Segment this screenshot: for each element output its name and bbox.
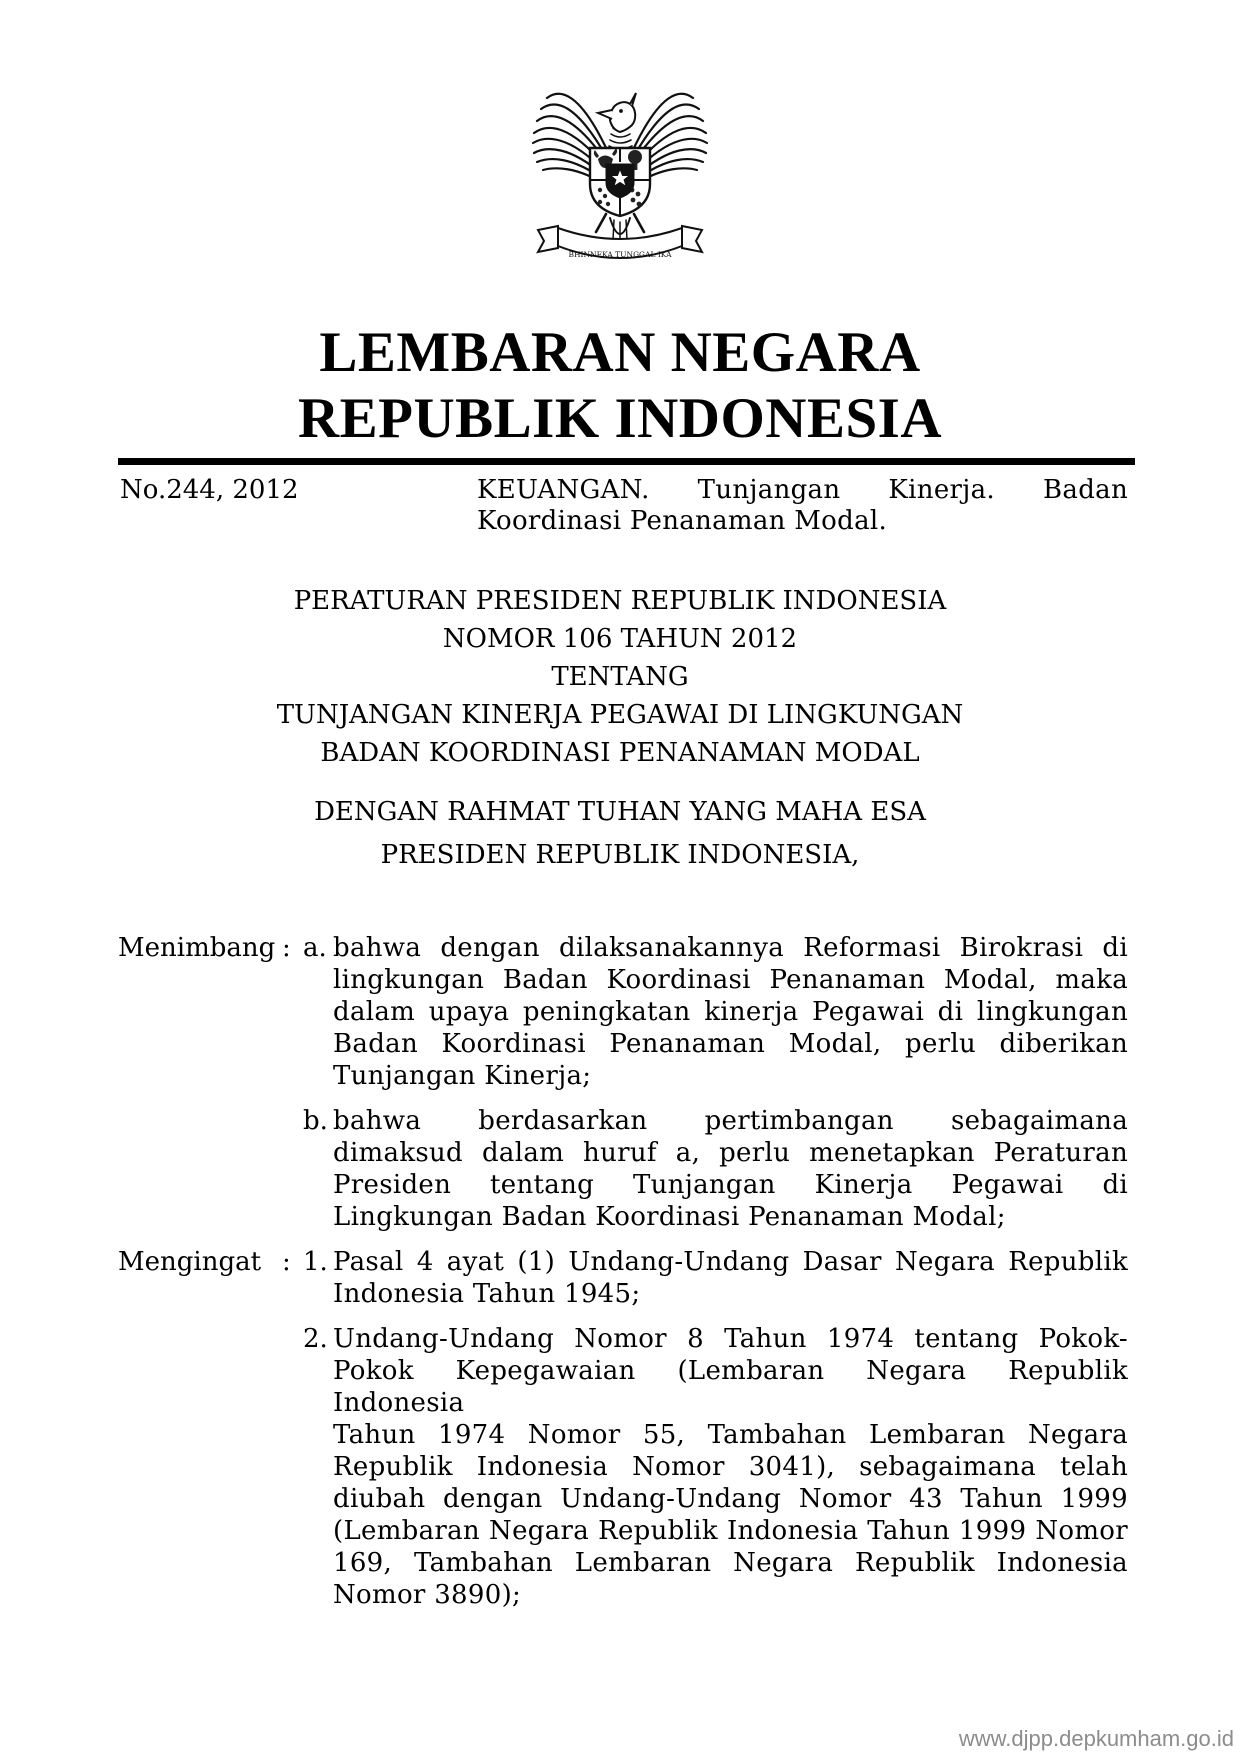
masthead-divider-rule	[118, 458, 1135, 465]
consideration-item-text	[333, 1105, 1128, 1233]
text-line: diubah dengan Undang-Undang Nomor 43 Tahun 1999	[333, 1484, 1128, 1514]
text-line: bahwa dengan dilaksanakannya Reformasi Birokrasi di	[333, 933, 1128, 963]
text-line: Indonesia Tahun 1945;	[333, 1279, 641, 1309]
text-line: bahwa berdasarkan pertimbangan sebagaimana	[333, 1106, 1128, 1136]
text-line: (Lembaran Negara Republik Indonesia Tahun 1999 Nomor	[333, 1516, 1128, 1546]
masthead-title-line1: LEMBARAN NEGARA	[319, 321, 921, 384]
consideration-item-text	[333, 932, 1128, 1092]
regulation-number-line: NOMOR 106 TAHUN 2012	[442, 624, 798, 654]
legal-basis-item-text	[333, 1323, 1128, 1611]
masthead-title-line2: REPUBLIK INDONESIA	[297, 387, 943, 450]
gazette-subject	[477, 475, 1128, 537]
legal-basis-section	[118, 1246, 1128, 1611]
gazette-number: No.244, 2012	[120, 475, 299, 505]
emblem-motto-text: BHINNEKA TUNGGAL IKA	[568, 250, 672, 259]
legal-basis-label: Mengingat	[118, 1247, 262, 1277]
legal-basis-colon: :	[282, 1247, 291, 1277]
text-line: Nomor 3890);	[333, 1580, 522, 1610]
text-line: Tunjangan Kinerja;	[333, 1061, 592, 1091]
text-line: Koordinasi Penanaman Modal.	[477, 506, 888, 536]
considerations-section	[118, 932, 1128, 1233]
text-line: Presiden tentang Tunjangan Kinerja Pegawai di	[333, 1170, 1128, 1200]
consideration-item-marker: b.	[303, 1106, 328, 1136]
text-line: Pasal 4 ayat (1) Undang-Undang Dasar Negara Republik	[333, 1247, 1128, 1277]
considerations-colon: :	[282, 933, 291, 963]
text-line: lingkungan Badan Koordinasi Penanaman Modal, maka	[333, 965, 1128, 995]
garuda-emblem-drawing	[520, 80, 720, 275]
text-line: Undang-Undang Nomor 8 Tahun 1974 tentang Pokok-	[333, 1324, 1128, 1354]
text-line: Badan Koordinasi Penanaman Modal, perlu diberikan	[333, 1029, 1128, 1059]
text-line: Tahun 1974 Nomor 55, Tambahan Lembaran Negara	[333, 1420, 1128, 1450]
invocation-line: DENGAN RAHMAT TUHAN YANG MAHA ESA	[314, 797, 926, 827]
text-line: KEUANGAN. Tunjangan Kinerja. Badan	[477, 475, 1128, 505]
legal-basis-item-marker: 2.	[303, 1324, 328, 1354]
considerations-label: Menimbang	[118, 933, 276, 963]
authority-line: PRESIDEN REPUBLIK INDONESIA,	[380, 840, 860, 870]
text-line: Pokok Kepegawaian (Lembaran Negara Republik Indonesia	[333, 1356, 1128, 1418]
text-line: dalam upaya peningkatan kinerja Pegawai di lingkungan	[333, 997, 1128, 1027]
regulation-title-line: PERATURAN PRESIDEN REPUBLIK INDONESIA	[293, 586, 947, 616]
consideration-item-marker: a.	[303, 933, 327, 963]
text-line: Lingkungan Badan Koordinasi Penanaman Modal;	[333, 1202, 1006, 1232]
regulation-subject-line2: BADAN KOORDINASI PENANAMAN MODAL	[320, 738, 920, 768]
legal-basis-item-marker: 1.	[303, 1247, 328, 1277]
text-line: Republik Indonesia Nomor 3041), sebagaimana telah	[333, 1452, 1128, 1482]
clauses-container	[118, 932, 1128, 1611]
text-line: dimaksud dalam huruf a, perlu menetapkan Peraturan	[333, 1138, 1128, 1168]
garuda-pancasila-emblem	[520, 80, 720, 275]
masthead-title	[0, 320, 1240, 452]
legal-basis-item-text	[333, 1246, 1128, 1310]
footer-url: www.djpp.depkumham.go.id	[958, 1726, 1234, 1751]
gazette-header-row	[120, 475, 1128, 537]
regulation-tentang-line: TENTANG	[551, 662, 689, 692]
text-line: 169, Tambahan Lembaran Negara Republik Indonesia	[333, 1548, 1128, 1578]
regulation-subject-line1: TUNJANGAN KINERJA PEGAWAI DI LINGKUNGAN	[276, 700, 964, 730]
regulation-title-block	[0, 582, 1240, 772]
